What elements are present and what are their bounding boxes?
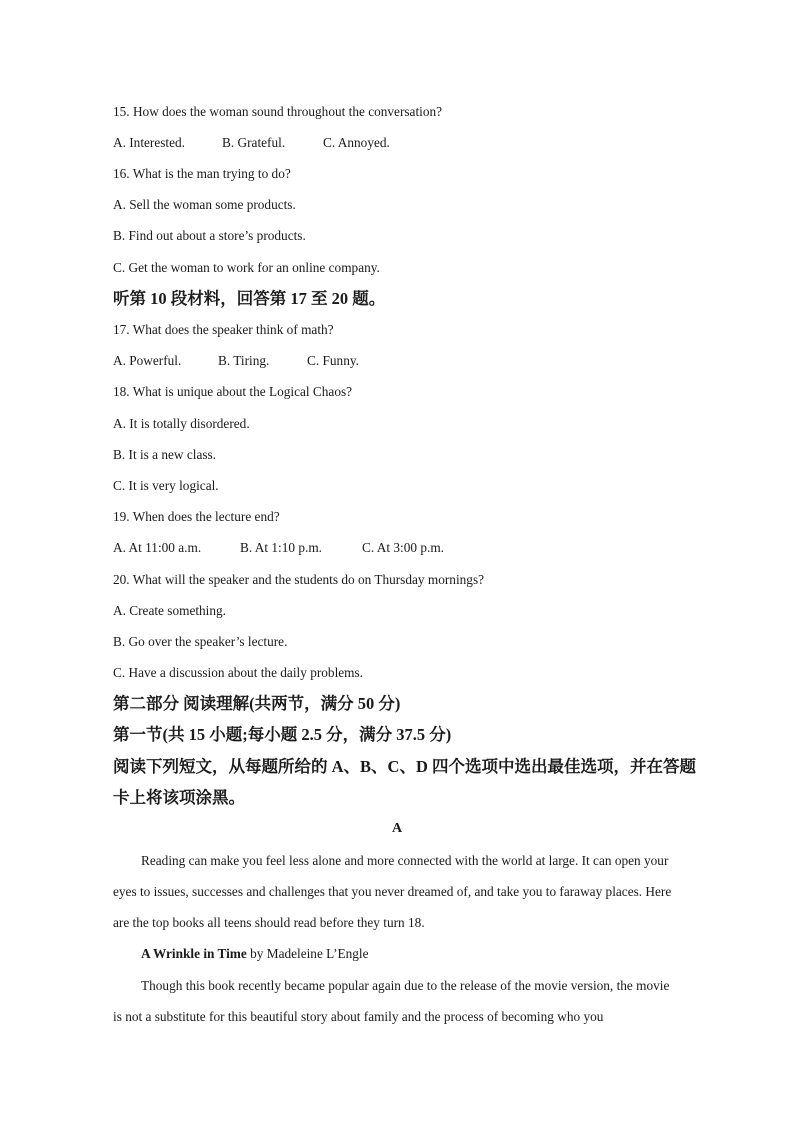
book-1-author: by Madeleine L’Engle xyxy=(246,946,369,961)
section-1-title: 第一节(共 15 小题;每小题 2.5 分，满分 37.5 分) xyxy=(113,725,452,744)
question-18-stem: 18. What is unique about the Logical Chaos? xyxy=(113,384,353,399)
passage-letter: A xyxy=(391,821,403,836)
question-19-stem: 19. When does the lecture end? xyxy=(113,509,280,524)
question-17-options xyxy=(113,353,359,369)
question-16-stem: 16. What is the man trying to do? xyxy=(113,166,291,181)
option-b: B. Grateful. xyxy=(222,135,286,150)
part-2-title: 第二部分 阅读理解(共两节，满分 50 分) xyxy=(113,694,401,713)
question-19-options xyxy=(113,540,444,556)
option-c: C. At 3:00 p.m. xyxy=(362,540,445,555)
section-10-heading: 听第 10 段材料，回答第 17 至 20 题。 xyxy=(113,289,386,308)
option-a: A. At 11:00 a.m. xyxy=(113,540,202,555)
option-c: C. Have a discussion about the daily problems. xyxy=(113,665,364,680)
option-c: C. It is very logical. xyxy=(113,478,219,493)
option-b: B. At 1:10 p.m. xyxy=(240,540,323,555)
option-a: A. Powerful. xyxy=(113,353,182,368)
option-c: C. Funny. xyxy=(307,353,359,368)
option-b: B. Tiring. xyxy=(218,353,270,368)
instruction-line-2: 卡上将该项涂黑。 xyxy=(113,788,245,807)
option-c: C. Annoyed. xyxy=(323,135,390,150)
option-b: B. Go over the speaker’s lecture. xyxy=(113,634,288,649)
option-b: B. It is a new class. xyxy=(113,447,217,462)
option-a: A. It is totally disordered. xyxy=(113,416,250,431)
option-a: A. Create something. xyxy=(113,603,226,618)
passage-intro: Reading can make you feel less alone and more connected with the world at large. It can open your eyes to issues, successes and challenges that you never dreamed of, and take you to faraway places. Here are the top books all teens should read before they turn 18. xyxy=(113,853,672,930)
question-15-stem: 15. How does the woman sound throughout the conversation? xyxy=(113,104,443,119)
question-15-options xyxy=(113,135,390,151)
book-1-title: A Wrinkle in Time xyxy=(141,946,247,961)
option-c: C. Get the woman to work for an online company. xyxy=(113,260,380,275)
question-17-stem: 17. What does the speaker think of math? xyxy=(113,322,334,337)
question-20-stem: 20. What will the speaker and the students do on Thursday mornings? xyxy=(113,572,485,587)
option-a: A. Sell the woman some products. xyxy=(113,197,296,212)
instruction-line-1: 阅读下列短文，从每题所给的 A、B、C、D 四个选项中选出最佳选项，并在答题 xyxy=(113,757,697,776)
book-1-text: Though this book recently became popular again due to the release of the movie version, the movie is not a substitute for this beautiful story about family and the process of becoming who you xyxy=(113,978,670,1024)
option-b: B. Find out about a store’s products. xyxy=(113,228,306,243)
option-a: A. Interested. xyxy=(113,135,185,150)
book-1-heading xyxy=(141,946,369,962)
